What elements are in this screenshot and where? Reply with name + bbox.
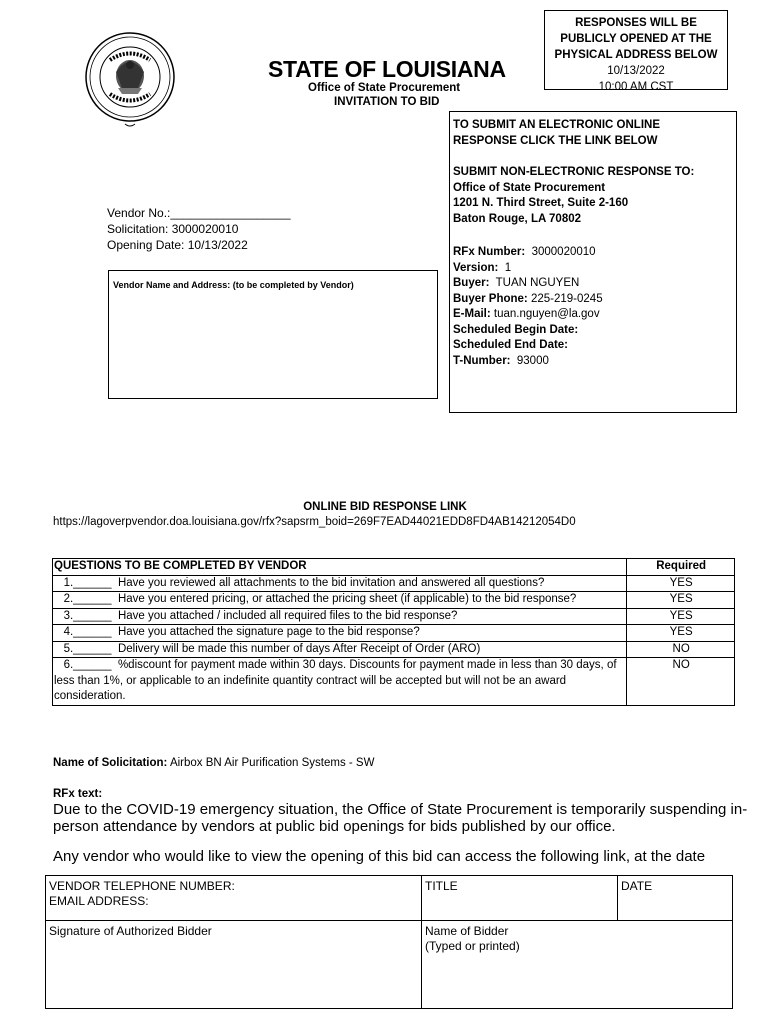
date-label: DATE: [621, 879, 653, 893]
non-electronic-title: SUBMIT NON-ELECTRONIC RESPONSE TO:: [453, 166, 695, 178]
bidder-name-label: Name of Bidder: [425, 924, 509, 938]
page-title: STATE OF LOUISIANA: [268, 56, 506, 82]
address-line: 1201 N. Third Street, Suite 2-160: [453, 197, 629, 209]
submission-info-box: [449, 111, 737, 413]
table-row: [53, 641, 735, 658]
responses-notice-box: [544, 10, 728, 90]
bidder-name-field[interactable]: [422, 921, 733, 1009]
rfx-text-paragraph: Due to the COVID-19 emergency situation, the Office of State Procurement is temporarily suspending in-person attendance by vendors at public bid openings for bids published by our office.: [53, 801, 748, 835]
opening-date: 10/13/2022: [607, 65, 665, 77]
opening-time: 10:00 AM CST: [598, 81, 674, 90]
signature-field[interactable]: [46, 921, 422, 1009]
vendor-info: [107, 205, 291, 253]
vendor-name-address-field[interactable]: [108, 270, 438, 399]
electronic-instructions: TO SUBMIT AN ELECTRONIC ONLINE: [453, 119, 660, 131]
louisiana-state-seal-icon: [80, 32, 180, 132]
email-address-label: EMAIL ADDRESS:: [49, 894, 149, 908]
email-row: E-Mail: tuan.nguyen@la.gov: [453, 308, 600, 320]
solicitation-name-label: Name of Solicitation:: [53, 757, 168, 769]
online-link-title: ONLINE BID RESPONSE LINK: [303, 501, 467, 513]
title-field[interactable]: [422, 876, 618, 921]
table-row: [53, 625, 735, 642]
question-text: 2.______ Have you entered pricing, or attached the pricing sheet (if applicable) to the bid response?: [53, 592, 627, 609]
online-bid-link[interactable]: https://lagoverpvendor.doa.louisiana.gov/rfx?sapsrm_boid=269F7EAD44021EDD8FD4AB14212054D0: [53, 516, 576, 528]
questions-header: QUESTIONS TO BE COMPLETED BY VENDOR: [53, 559, 627, 576]
vendor-phone-label: VENDOR TELEPHONE NUMBER:: [49, 879, 235, 893]
rfx-number-row: RFx Number: 3000020010: [453, 246, 596, 258]
solicitation-name: [53, 757, 374, 769]
solicitation-name-value: Airbox BN Air Purification Systems - SW: [169, 757, 375, 769]
question-text: 3.______ Have you attached / included all required files to the bid response?: [53, 608, 627, 625]
question-text: 1.______ Have you reviewed all attachments to the bid invitation and answered all questions?: [53, 575, 627, 592]
table-row: [53, 658, 735, 706]
required-value: YES: [627, 575, 735, 592]
rfx-text-paragraph: Any vendor who would like to view the opening of this bid can access the following link, at the date: [53, 848, 706, 865]
version-row: Version: 1: [453, 261, 512, 274]
buyer-row: Buyer: TUAN NGUYEN: [453, 277, 580, 289]
required-value: YES: [627, 608, 735, 625]
electronic-instructions: RESPONSE CLICK THE LINK BELOW: [453, 134, 658, 147]
bidder-name-sub-label: (Typed or printed): [425, 939, 520, 953]
table-row: [53, 592, 735, 609]
vendor-name-address-label: Vendor Name and Address: (to be completed by Vendor): [113, 280, 354, 290]
solicitation-number: Solicitation: 3000020010: [107, 222, 239, 236]
document-type: INVITATION TO BID: [334, 96, 440, 108]
table-row: [53, 608, 735, 625]
vendor-questions-table: [52, 558, 735, 706]
required-value: NO: [627, 641, 735, 658]
required-value: YES: [627, 625, 735, 642]
address-line: Baton Rouge, LA 70802: [453, 212, 582, 225]
vendor-signature-table: [45, 875, 733, 1009]
notice-line: RESPONSES WILL BE: [575, 17, 697, 29]
address-line: Office of State Procurement: [453, 181, 606, 194]
t-number-row: T-Number: 93000: [453, 354, 549, 367]
opening-date-text: Opening Date: 10/13/2022: [107, 238, 248, 252]
notice-line: PUBLICLY OPENED AT THE: [560, 33, 712, 45]
vendor-number: Vendor No.:__________________: [107, 206, 291, 220]
notice-line: PHYSICAL ADDRESS BELOW: [554, 49, 718, 61]
required-header: Required: [627, 559, 735, 576]
begin-date-row: Scheduled Begin Date:: [453, 323, 579, 336]
required-value: YES: [627, 592, 735, 609]
table-row: [53, 575, 735, 592]
signature-label: Signature of Authorized Bidder: [49, 924, 212, 938]
office-name: Office of State Procurement: [308, 82, 461, 94]
question-text: 4.______ Have you attached the signature page to the bid response?: [53, 625, 627, 642]
question-text: 6.______ %discount for payment made within 30 days. Discounts for payment made in less than 30 days, of less than 1%, or applicable to an indefinite quantity contract will be accepted but will not be an award consideration.: [53, 658, 627, 706]
table-header-row: [53, 559, 735, 576]
buyer-phone-row: Buyer Phone: 225-219-0245: [453, 292, 603, 305]
end-date-row: Scheduled End Date:: [453, 339, 569, 351]
required-value: NO: [627, 658, 735, 706]
date-field[interactable]: [618, 876, 733, 921]
vendor-contact-field[interactable]: [46, 876, 422, 921]
question-text: 5.______ Delivery will be made this number of days After Receipt of Order (ARO): [53, 641, 627, 658]
title-label: TITLE: [425, 879, 458, 893]
rfx-text-label: RFx text:: [53, 788, 103, 800]
